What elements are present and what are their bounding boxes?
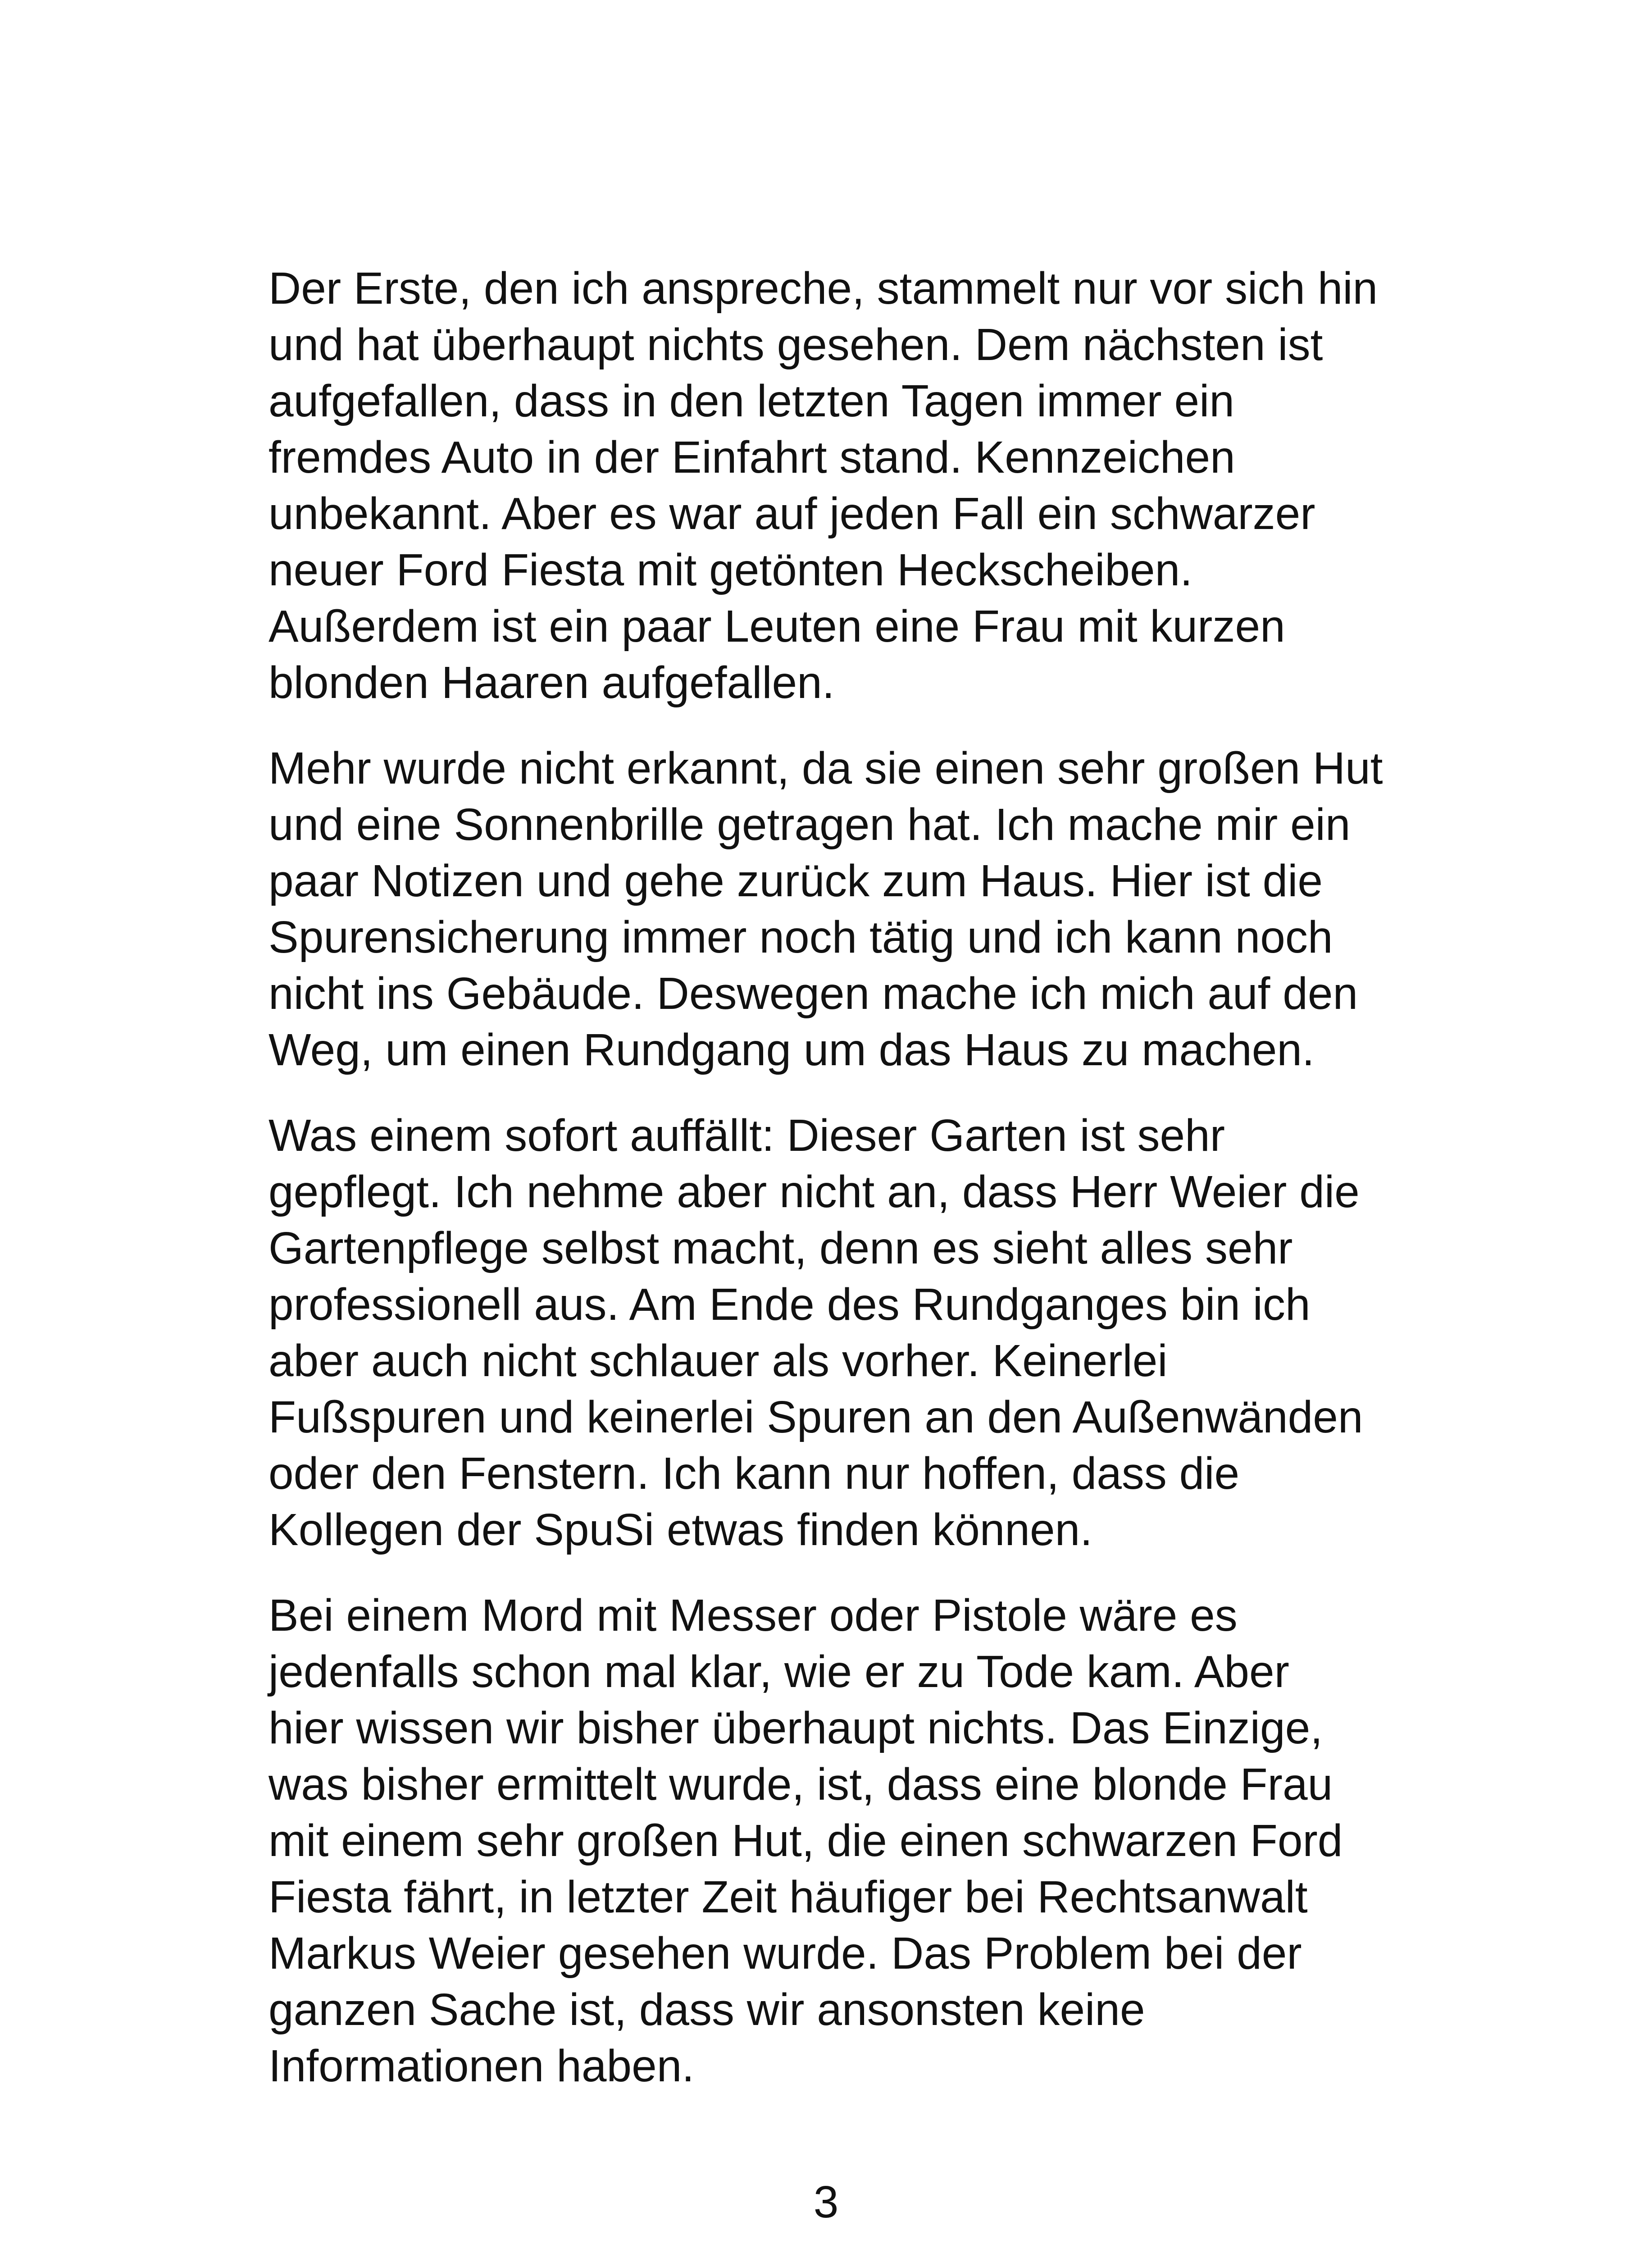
text-line: jedenfalls schon mal klar, wie er zu Tode kam. Aber bbox=[269, 1646, 1289, 1697]
text-line: gepflegt. Ich nehme aber nicht an, dass Herr Weier die bbox=[269, 1167, 1360, 1217]
paragraph bbox=[269, 1587, 1422, 2094]
text-line: mit einem sehr großen Hut, die einen schwarzen Ford bbox=[269, 1815, 1343, 1866]
text-line: Informationen haben. bbox=[269, 2041, 695, 2091]
text-line: fremdes Auto in der Einfahrt stand. Kennzeichen bbox=[269, 432, 1235, 483]
text-line: Spurensicherung immer noch tätig und ich kann noch bbox=[269, 912, 1333, 962]
text-line: blonden Haaren aufgefallen. bbox=[269, 657, 835, 708]
page-number: 3 bbox=[813, 2177, 839, 2227]
text-line: Außerdem ist ein paar Leuten eine Frau mit kurzen bbox=[269, 601, 1285, 652]
text-line: und hat überhaupt nichts gesehen. Dem nächsten ist bbox=[269, 319, 1323, 370]
text-line: neuer Ford Fiesta mit getönten Heckscheiben. bbox=[269, 545, 1193, 595]
text-line: nicht ins Gebäude. Deswegen mache ich mich auf den bbox=[269, 968, 1358, 1019]
text-line: was bisher ermittelt wurde, ist, dass eine blonde Frau bbox=[269, 1759, 1333, 1810]
paragraph bbox=[269, 260, 1422, 711]
text-line: Kollegen der SpuSi etwas finden können. bbox=[269, 1505, 1093, 1555]
text-line: paar Notizen und gehe zurück zum Haus. Hier ist die bbox=[269, 856, 1323, 906]
text-line: Gartenpflege selbst macht, denn es sieht alles sehr bbox=[269, 1223, 1293, 1273]
paragraph bbox=[269, 1108, 1422, 1558]
text-line: ganzen Sache ist, dass wir ansonsten keine bbox=[269, 1984, 1145, 2035]
text-line: Markus Weier gesehen wurde. Das Problem bei der bbox=[269, 1928, 1302, 1979]
text-line: Fußspuren und keinerlei Spuren an den Außenwänden bbox=[269, 1392, 1363, 1442]
text-line: hier wissen wir bisher überhaupt nichts. Das Einzige, bbox=[269, 1703, 1323, 1753]
text-line: aufgefallen, dass in den letzten Tagen immer ein bbox=[269, 376, 1234, 426]
text-line: aber auch nicht schlauer als vorher. Keinerlei bbox=[269, 1336, 1168, 1386]
text-line: und eine Sonnenbrille getragen hat. Ich mache mir ein bbox=[269, 799, 1351, 850]
text-line: Fiesta fährt, in letzter Zeit häufiger bei Rechtsanwalt bbox=[269, 1872, 1308, 1922]
text-line: Weg, um einen Rundgang um das Haus zu machen. bbox=[269, 1025, 1315, 1075]
text-line: Der Erste, den ich anspreche, stammelt nur vor sich hin bbox=[269, 263, 1378, 314]
text-line: unbekannt. Aber es war auf jeden Fall ein schwarzer bbox=[269, 488, 1315, 539]
text-line: Mehr wurde nicht erkannt, da sie einen sehr großen Hut bbox=[269, 743, 1383, 794]
body-text bbox=[269, 260, 1422, 2124]
paragraph bbox=[269, 740, 1422, 1078]
text-line: professionell aus. Am Ende des Rundganges bin ich bbox=[269, 1279, 1311, 1330]
text-line: oder den Fenstern. Ich kann nur hoffen, dass die bbox=[269, 1448, 1240, 1499]
text-line: Was einem sofort auffällt: Dieser Garten ist sehr bbox=[269, 1110, 1225, 1161]
text-line: Bei einem Mord mit Messer oder Pistole wäre es bbox=[269, 1590, 1238, 1641]
